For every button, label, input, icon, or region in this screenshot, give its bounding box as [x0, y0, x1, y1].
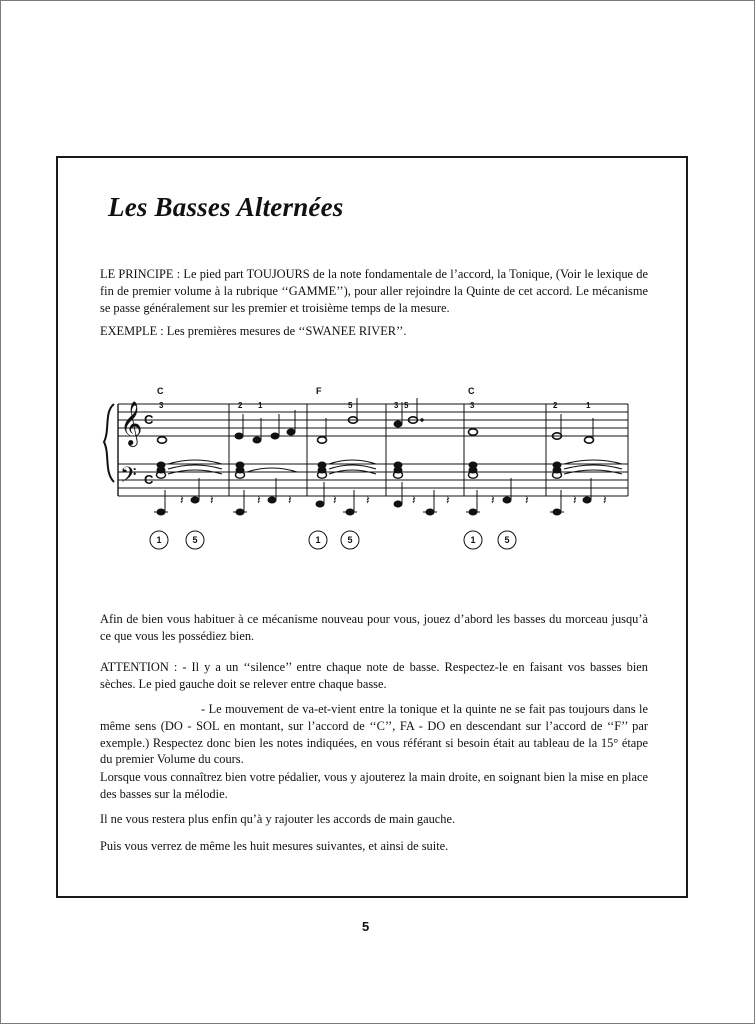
- fingering: 1: [586, 401, 591, 410]
- melody-note: [469, 429, 478, 435]
- melody-note: [318, 437, 327, 443]
- music-score: [100, 382, 640, 557]
- svg-text:𝄽: 𝄽: [180, 493, 184, 507]
- right-hand-paragraph: Lorsque vous connaîtrez bien votre pédalier, vous y ajouterez la main droite, en soignant bien la mise en place des basses sur la mélodie.: [100, 770, 648, 801]
- chord-symbol: C: [468, 386, 475, 396]
- svg-text:𝄽: 𝄽: [288, 493, 292, 507]
- lh-chord: [553, 462, 562, 478]
- time-signature-treble: C: [144, 412, 154, 427]
- lh-chord: [394, 462, 403, 478]
- time-signature-bass: C: [144, 472, 154, 487]
- fingering: 1: [258, 401, 263, 410]
- svg-text:𝄽: 𝄽: [366, 493, 370, 507]
- example-paragraph: EXEMPLE : Les premières mesures de ‘‘SWANEE RIVER’’.: [100, 324, 407, 338]
- melody-note: [253, 437, 261, 443]
- pedal-marker: 5: [192, 535, 198, 545]
- fingering: 5: [404, 401, 409, 410]
- movement-paragraph: - Le mouvement de va-et-vient entre la tonique et la quinte ne se fait pas toujours dans le même sens (DO - SOL en montant, sur l’accord de ‘‘C’’, FA - DO en descendant sur l’accord de ‘‘F’’ par exemple.) Respectez donc bien les notes indiquées, en vous référant si besoin était au tableau de la 15° étape du premier Volume du cours.: [100, 702, 648, 767]
- melody-note: [287, 429, 295, 435]
- page-title: Les Basses Alternées: [108, 192, 344, 222]
- practice-paragraph: Afin de bien vous habituer à ce mécanisme nouveau pour vous, jouez d’abord les basses du morceau jusqu’à ce que vous les possédiez bien.: [100, 612, 648, 643]
- principle-paragraph: LE PRINCIPE : Le pied part TOUJOURS de la note fondamentale de l’accord, la Tonique, (Voir le lexique de fin de premier volume à la rubrique ‘‘GAMME’’), pour aller rejoindre la Quinte de cet accord. Le mécanisme se passe généralement sur les premier et troisième temps de la mesure.: [100, 267, 648, 315]
- svg-text:𝄽: 𝄽: [412, 493, 416, 507]
- lh-chord: [157, 462, 166, 478]
- fingering: 3: [394, 401, 399, 410]
- chord-symbol: C: [157, 386, 164, 396]
- attention-paragraph: ATTENTION : - Il y a un ‘‘silence’’ entre chaque note de basse. Respectez-le en faisant vos basses bien sèches. Le pied gauche doit se relever entre chaque basse.: [100, 660, 648, 691]
- melody-note: [158, 437, 167, 443]
- page-number: 5: [362, 919, 370, 934]
- svg-text:𝄽: 𝄽: [491, 493, 495, 507]
- treble-clef-icon: 𝄞: [120, 403, 143, 445]
- chord-symbol: F: [316, 386, 322, 396]
- pedal-marker: 1: [315, 535, 321, 545]
- pedal-marker: 5: [504, 535, 510, 545]
- fingering: 2: [238, 401, 243, 410]
- fingering: 2: [553, 401, 558, 410]
- pedal-marker: 5: [347, 535, 353, 545]
- melody-note: [585, 437, 594, 443]
- left-hand-chords-paragraph: Il ne vous restera plus enfin qu’à y rajouter les accords de main gauche.: [100, 812, 456, 826]
- melody-note: [235, 433, 243, 439]
- lh-chord: [318, 462, 327, 478]
- fingering: 3: [159, 401, 164, 410]
- pedal-marker: 1: [156, 535, 162, 545]
- svg-text:𝄽: 𝄽: [333, 493, 337, 507]
- lh-chord: [236, 462, 245, 478]
- pedal-marker: 1: [470, 535, 476, 545]
- svg-text:𝄽: 𝄽: [210, 493, 214, 507]
- svg-text:𝄽: 𝄽: [446, 493, 450, 507]
- next-measures-paragraph: Puis vous verrez de même les huit mesures suivantes, et ainsi de suite.: [100, 839, 449, 853]
- svg-text:𝄽: 𝄽: [603, 493, 607, 507]
- svg-text:𝄽: 𝄽: [573, 493, 577, 507]
- lh-chord: [469, 462, 478, 478]
- svg-text:𝄽: 𝄽: [257, 493, 261, 507]
- fingering: 3: [470, 401, 475, 410]
- bass-clef-icon: 𝄢: [120, 462, 137, 492]
- fingering: 5: [348, 401, 353, 410]
- svg-text:𝄽: 𝄽: [525, 493, 529, 507]
- melody-note: [394, 421, 402, 427]
- melody-note: [271, 433, 279, 439]
